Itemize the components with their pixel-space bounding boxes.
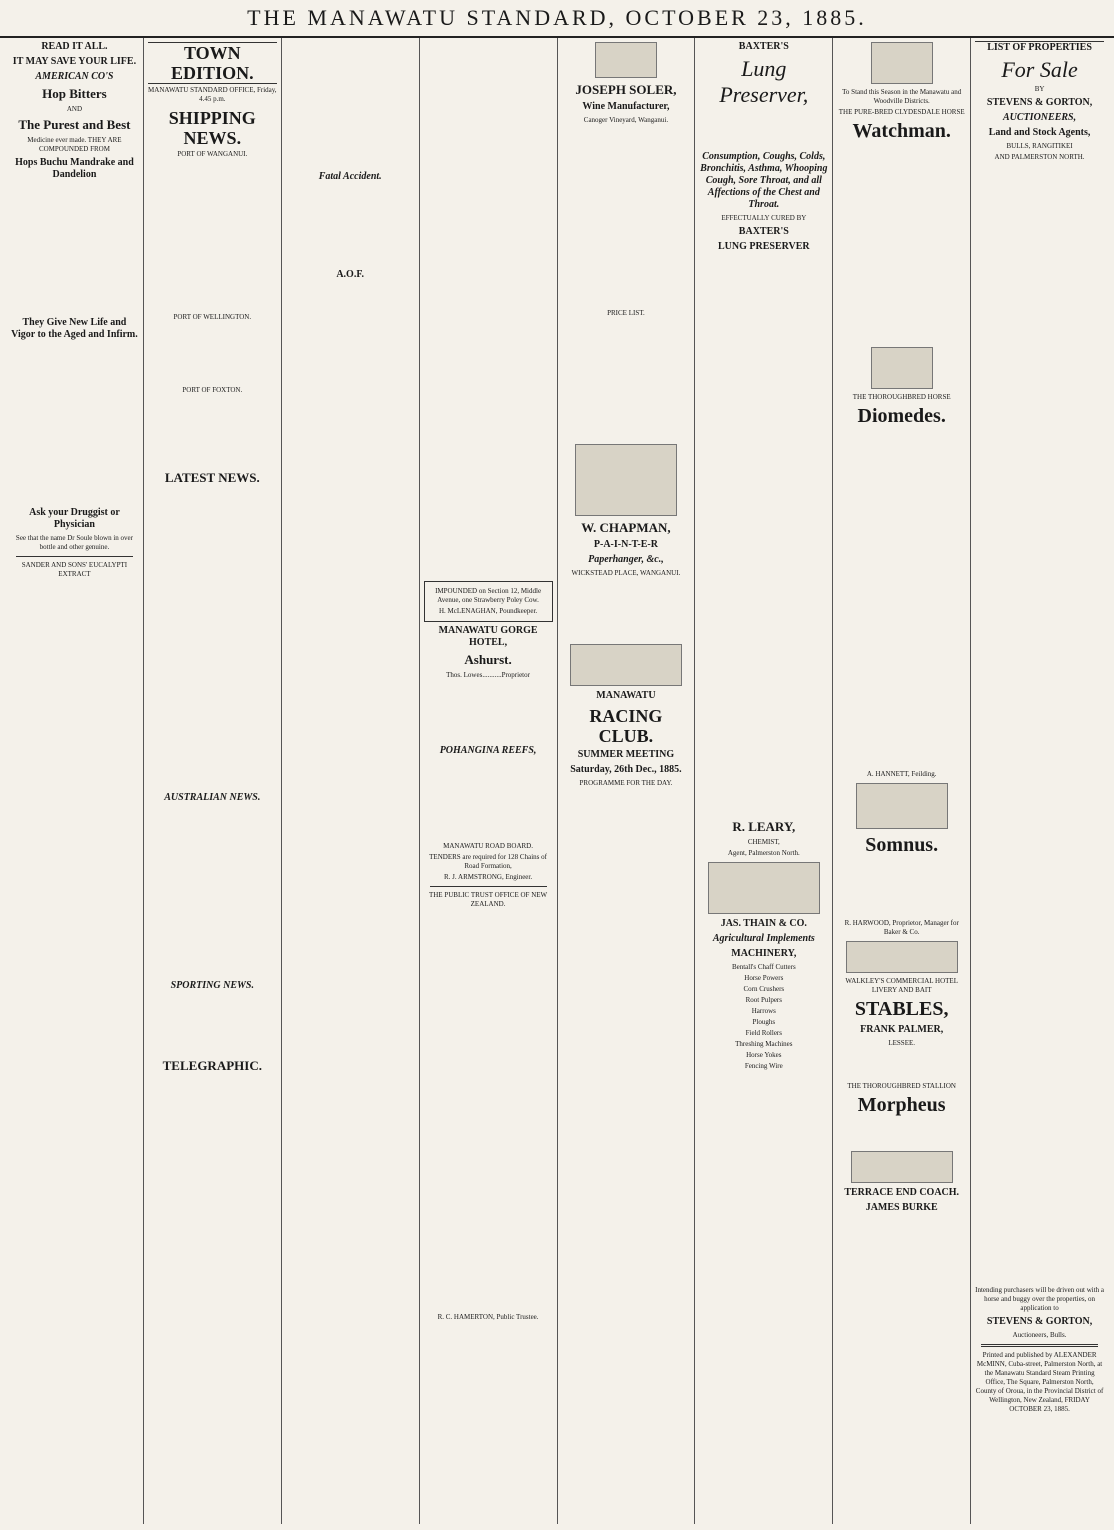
poundkeeper: H. McLENAGHAN, Poundkeeper. xyxy=(438,607,538,615)
port-wellington: PORT OF WELLINGTON. xyxy=(173,313,252,321)
soler-name: JOSEPH SOLER, xyxy=(575,82,677,97)
hotel-location: Ashurst. xyxy=(464,652,512,667)
australian-news-title: AUSTRALIAN NEWS. xyxy=(164,792,261,803)
paperhanger: Paperhanger, &c., xyxy=(588,554,664,565)
racing-illustration xyxy=(570,644,682,686)
bottle-illustration xyxy=(595,42,657,78)
fatal-text-block xyxy=(286,186,415,266)
harrows: Harrows xyxy=(751,1007,776,1015)
news-text-block xyxy=(10,581,139,1181)
impounded-text: IMPOUNDED on Section 12, Middle Avenue, one Strawberry Poley Cow. xyxy=(435,587,542,604)
soler-text-block xyxy=(562,127,691,307)
thain-name: JAS. THAIN & CO. xyxy=(720,918,807,929)
ad-see: See that the name Dr Soule blown in over bottle and other genuine. xyxy=(15,534,133,551)
lung-preserver: Lung Preserver, xyxy=(719,56,809,107)
latest-news-title: LATEST NEWS. xyxy=(164,470,260,485)
intending-purchasers: Intending purchasers will be driven out with a horse and buggy over the properties, on application to xyxy=(975,1286,1105,1312)
threshing: Threshing Machines xyxy=(735,1040,793,1048)
racing-club: RACING CLUB. xyxy=(589,706,663,746)
divider xyxy=(430,886,547,887)
effectually: EFFECTUALLY CURED BY xyxy=(721,214,807,222)
bulls-rangitikei: BULLS, RANGITIKEI xyxy=(1006,142,1073,150)
diomedes: Diomedes. xyxy=(857,405,946,427)
wellington-text-block xyxy=(148,324,277,384)
palmerston-north: AND PALMERSTON NORTH. xyxy=(994,153,1085,161)
column-7 xyxy=(833,38,971,1524)
soler-trade: Wine Manufacturer, xyxy=(582,101,670,112)
fencing-wire: Fencing Wire xyxy=(744,1062,783,1070)
baxter-text-block xyxy=(699,108,828,148)
watchman-text-block xyxy=(837,143,966,343)
australian-text-block xyxy=(148,807,277,977)
stallion-label: THE THOROUGHBRED STALLION xyxy=(847,1082,956,1090)
somnus-text-block xyxy=(837,857,966,917)
ad-testimonial-block xyxy=(10,344,139,504)
column-1 xyxy=(6,38,144,1524)
article-text-block xyxy=(286,38,415,168)
aof-text-block xyxy=(286,284,415,1484)
hotel-proprietor: Thos. Lowes...........Proprietor xyxy=(446,671,530,679)
ad-and: AND xyxy=(66,105,83,113)
stables: STABLES, xyxy=(854,998,949,1020)
ad-tagline: They Give New Life and Vigor to the Aged and Infirm. xyxy=(11,317,138,340)
ad-purest: The Purest and Best xyxy=(18,117,131,132)
ad-body: Medicine ever made. THEY ARE COMPOUNDED FROM xyxy=(27,136,122,153)
reefs-text-block xyxy=(424,760,553,840)
hotel-name: MANAWATU GORGE HOTEL, xyxy=(438,625,538,648)
pohangina-reefs: POHANGINA REEFS, xyxy=(439,745,537,756)
price-list: PRICE LIST. xyxy=(607,309,645,317)
agri-implements: Agricultural Implements xyxy=(712,933,815,944)
ad-ask: Ask your Druggist or Physician xyxy=(29,507,120,530)
leary-name: R. LEARY, xyxy=(732,819,796,834)
root-pulpers: Root Pulpers xyxy=(745,996,782,1004)
james-burke: JAMES BURKE xyxy=(865,1202,938,1213)
stables-text-block xyxy=(837,1050,966,1080)
chapman-name: W. CHAPMAN, xyxy=(581,520,671,535)
racing-manawatu: MANAWATU xyxy=(596,690,656,701)
property-list-block xyxy=(975,164,1104,1284)
race-date: Saturday, 26th Dec., 1885. xyxy=(570,764,682,775)
port-foxton: PORT OF FOXTON. xyxy=(182,386,243,394)
for-sale: For Sale xyxy=(1001,57,1078,82)
foxton-text-block xyxy=(148,397,277,467)
sporting-news-title: SPORTING NEWS. xyxy=(170,980,254,991)
thoroughbred-label: THE THOROUGHBRED HORSE xyxy=(852,393,951,401)
column-8 xyxy=(971,38,1108,1524)
ad-read-it-all: READ IT ALL. xyxy=(41,41,108,52)
clydesdale-label: THE PURE-BRED CLYDESDALE HORSE xyxy=(838,108,965,116)
engineer: R. J. ARMSTRONG, Engineer. xyxy=(444,873,533,881)
land-stock: Land and Stock Agents, xyxy=(988,127,1091,138)
machinery: MACHINERY, xyxy=(731,948,797,959)
racing-illustration-2 xyxy=(846,941,958,973)
road-board-title: MANAWATU ROAD BOARD. xyxy=(443,842,533,850)
price-list-block xyxy=(562,320,691,440)
public-trust-title: THE PUBLIC TRUST OFFICE OF NEW ZEALAND. xyxy=(428,891,548,908)
ploughs: Ploughs xyxy=(752,1018,776,1026)
sanders-ad: SANDER AND SONS' EUCALYPTI EXTRACT xyxy=(21,561,128,578)
divider xyxy=(981,1344,1098,1347)
issue-line: MANAWATU STANDARD OFFICE, Friday, 4.45 p.m. xyxy=(148,86,277,103)
baxter-cures: Consumption, Coughs, Colds, Bronchitis, Asthma, Whooping Cough, Sore Throat, and all Affections of the Chest and Throat. xyxy=(700,151,828,210)
chapman-address: WICKSTEAD PLACE, WANGANUI. xyxy=(571,569,681,577)
divider xyxy=(16,556,133,557)
lessee: LESSEE. xyxy=(888,1039,915,1047)
painter-illustration xyxy=(575,444,677,516)
soler-vineyard: Canoger Vineyard, Wanganui. xyxy=(583,116,669,124)
ad-ingredients: Hops Buchu Mandrake and Dandelion xyxy=(15,157,134,180)
farm-illustration xyxy=(708,862,820,914)
harwood: R. HARWOOD, Proprietor, Manager for Baker & Co. xyxy=(844,919,959,936)
latest-text-block xyxy=(148,489,277,789)
programme-text-block xyxy=(562,790,691,1190)
auctioneers-bulls: Auctioneers, Bulls. xyxy=(1012,1331,1067,1339)
sporting-text-block xyxy=(148,995,277,1055)
somnus: Somnus. xyxy=(865,834,939,856)
corn-crushers: Corn Crushers xyxy=(743,985,785,993)
chapman-text-block xyxy=(562,580,691,640)
telegraphic-title: TELEGRAPHIC. xyxy=(162,1058,262,1073)
column-4 xyxy=(420,38,558,1524)
morpheus-text-block xyxy=(837,1117,966,1147)
field-rollers: Field Rollers xyxy=(745,1029,782,1037)
imprint: Printed and published by ALEXANDER McMINN, Cuba-street, Palmerston North, at the Manawatu Standard Steam Printing Office, The Square, Palmerston North, County of Oroua, in the Provincial District of Wellington, New Zealand, FRIDAY OCTOBER 23, 1885. xyxy=(975,1351,1104,1413)
aof-title: A.O.F. xyxy=(336,269,365,280)
ad-subhead: AMERICAN CO'S xyxy=(35,71,114,82)
programme-title: PROGRAMME FOR THE DAY. xyxy=(579,779,673,787)
article-text-block xyxy=(424,38,553,578)
columns xyxy=(6,38,1108,1524)
morpheus: Morpheus xyxy=(857,1094,946,1116)
ad-headline: IT MAY SAVE YOUR LIFE. xyxy=(12,56,137,67)
walkley-hotel: WALKLEY'S COMMERCIAL HOTEL LIVERY AND BAIT xyxy=(845,977,958,994)
baxters-header: BAXTER'S xyxy=(738,41,789,52)
masthead: THE MANAWATU STANDARD, OCTOBER 23, 1885. xyxy=(0,0,1114,38)
leary-chemist: CHEMIST, xyxy=(747,838,780,846)
coach-illustration xyxy=(851,1151,953,1183)
port-wanganui: PORT OF WANGANUI. xyxy=(177,150,248,158)
painter-label: P-A-I-N-T-E-R xyxy=(593,539,658,550)
tenders-text: TENDERS are required for 128 Chains of Road Formation, xyxy=(429,853,547,870)
horse-illustration-2 xyxy=(871,347,933,389)
telegraphic-text-block xyxy=(148,1077,277,1524)
fatal-accident-title: Fatal Accident. xyxy=(318,171,382,182)
shipping-text-block xyxy=(148,161,277,311)
testimonial-block xyxy=(699,256,828,816)
summer-meeting: SUMMER MEETING xyxy=(577,749,675,760)
horse-powers: Horse Powers xyxy=(744,974,784,982)
horse-illustration-3 xyxy=(856,783,948,829)
horse-yokes: Horse Yokes xyxy=(746,1051,782,1059)
bentall: Bentall's Chaff Cutters xyxy=(731,963,796,971)
ad-text-block xyxy=(10,184,139,314)
diomedes-text-block xyxy=(837,428,966,768)
stand-season: To Stand this Season in the Manawatu and Woodville Districts. xyxy=(842,88,962,105)
leary-agent: Agent, Palmerston North. xyxy=(727,849,800,857)
column-2 xyxy=(144,38,282,1524)
column-6 xyxy=(695,38,833,1524)
stevens-gorton: STEVENS & GORTON, xyxy=(986,97,1093,108)
trust-text-block xyxy=(424,911,553,1311)
hotel-text-block xyxy=(424,682,553,742)
shipping-news-title: SHIPPING NEWS. xyxy=(168,108,256,148)
frank-palmer: FRANK PALMER, xyxy=(860,1024,944,1035)
hannett: A. HANNETT, Feilding. xyxy=(866,770,937,778)
column-5 xyxy=(558,38,696,1524)
watchman: Watchman. xyxy=(852,120,951,142)
public-trustee: R. C. HAMERTON, Public Trustee. xyxy=(437,1313,539,1321)
horse-illustration xyxy=(871,42,933,84)
baxters-2: BAXTER'S xyxy=(738,226,789,237)
impounded-notice xyxy=(424,581,553,622)
by: BY xyxy=(1034,85,1045,93)
auctioneers: AUCTIONEERS, xyxy=(1003,112,1077,123)
column-3 xyxy=(282,38,420,1524)
terrace-end-coach: TERRACE END COACH. xyxy=(844,1187,960,1198)
town-edition-title: TOWN EDITION. xyxy=(148,42,277,84)
lung-preserver-2: LUNG PRESERVER xyxy=(718,241,810,252)
list-properties: LIST OF PROPERTIES xyxy=(975,41,1104,54)
stevens-gorton-2: STEVENS & GORTON, xyxy=(986,1316,1093,1327)
ad-brand: Hop Bitters xyxy=(42,86,107,101)
